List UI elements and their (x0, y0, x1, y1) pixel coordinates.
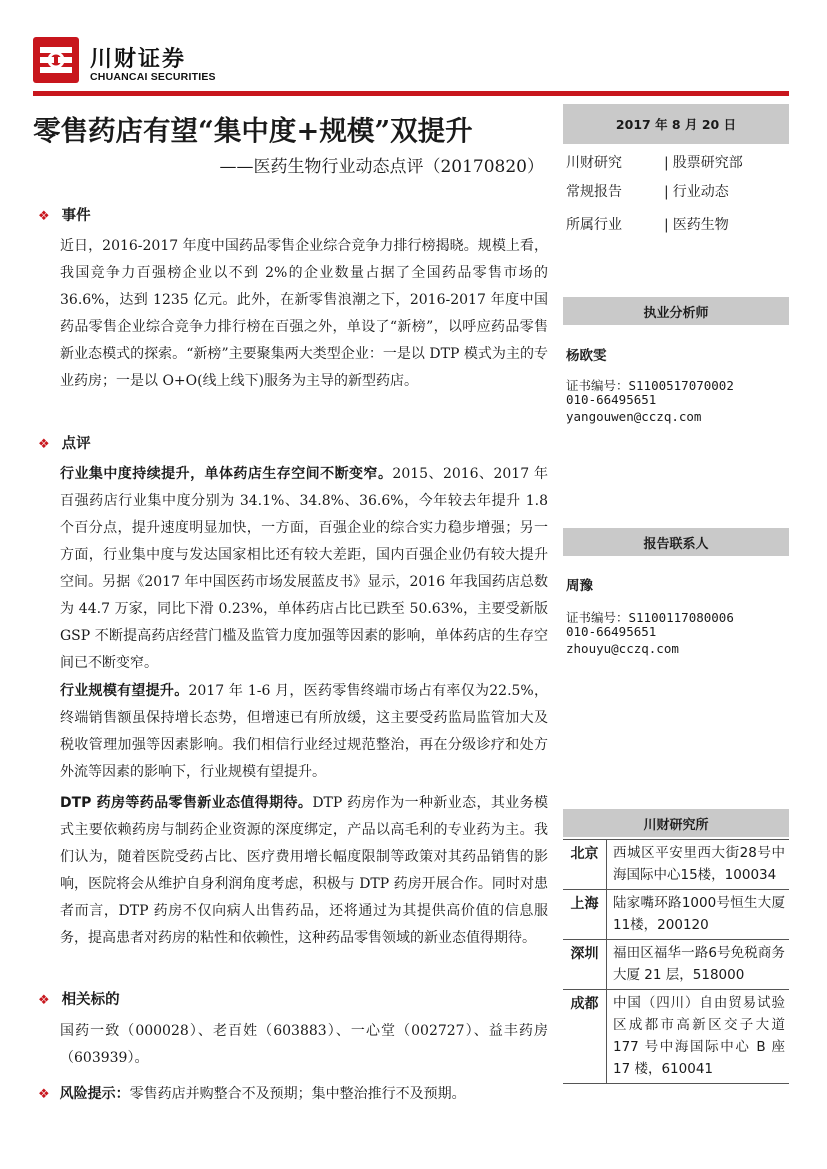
event-paragraph: 近日，2016-2017 年度中国药品零售企业综合竞争力排行榜揭晓。规模上看，我国竞争力百强榜企业以不到 2%的企业数量占据了全国药品零售市场的 36.6%，达到 1235 亿元。此外，在新零售浪潮之下，2016-2017 年度中国药品零售企业综合竞争力排行榜在百强之外，单设了“新榜”，以呼应药品零售新业态模式的探索。“新榜”主要聚集两大类型企业：一是以 DTP 模式为主的专业药房；一是以 O+O(线上线下)服务为主导的新型药店。 (60, 238, 548, 389)
diamond-bullet-icon: ❖ (38, 437, 50, 452)
brand-name-en: CHUANCAI SECURITIES (90, 71, 216, 83)
report-title: 零售药店有望“集中度+规模”双提升 (33, 115, 473, 147)
contact-cert: 证书编号：S1100117080006 (566, 610, 734, 625)
office-table (563, 839, 789, 1084)
sidebar (563, 104, 789, 1105)
risk-line (38, 1083, 466, 1103)
diamond-bullet-icon: ❖ (38, 1087, 50, 1102)
meta-row-industry: 所属行业 | 医药生物 (566, 214, 729, 234)
analyst-name: 杨欧雯 (566, 348, 607, 364)
contact-name: 周豫 (566, 578, 593, 594)
contact-email[interactable]: zhouyu@cczq.com (566, 641, 679, 656)
meta-value: 股票研究部 (672, 155, 743, 171)
comment-paragraph-2 (60, 678, 548, 786)
section-heading-related (38, 988, 120, 1009)
risk-label: 风险提示： (59, 1086, 130, 1102)
office-address: 中国（四川）自由贸易试验区成都市高新区交子大道 177 号中海国际中心 B 座 17 楼，610041 (613, 995, 785, 1077)
paragraph-body: DTP 药房作为一种新业态，其业务模式主要依赖药房与制药企业资源的深度绑定，产品以高毛利的专业药为主。我们认为，随着医院受药占比、医疗费用增长幅度限制等政策对其药品销售的影响，医院将会从维护自身利润角度考虑，积极与 DTP 药房开展合作。同时对患者而言，DTP 药房不仅向病人出售药品，还将通过为其提供高价值的信息服务，提高患者对药房的粘性和依赖性，这种药品零售领域的新业态值得期待。 (60, 795, 548, 946)
office-city: 上海 (563, 890, 607, 939)
comment-paragraph-3 (60, 790, 548, 952)
paragraph-body: 2017 年 1-6 月，医药零售终端市场占有率仅为22.5%，终端销售额虽保持增长态势，但增速已有所放缓，这主要受药监局监管加大及税收管理加强等因素影响。我们相信行业经过规范整治，再在分级诊疗和处方外流等因素的影响下，行业规模有望提升。 (60, 683, 548, 780)
office-city: 深圳 (563, 940, 607, 989)
section-heading-text: 相关标的 (61, 992, 120, 1008)
meta-value: 医药生物 (672, 217, 729, 233)
diamond-bullet-icon: ❖ (38, 993, 50, 1008)
office-address: 陆家嘴环路1000号恒生大厦11楼，200120 (613, 895, 785, 933)
section-heading-comment (38, 432, 91, 453)
office-address: 福田区福华一路6号免税商务大厦 21 层，518000 (613, 945, 785, 983)
risk-text: 零售药店并购整合不及预期；集中整治推行不及预期。 (129, 1086, 466, 1102)
meta-key: 川财研究 (566, 155, 622, 171)
office-address: 西城区平安里西大街28号中海国际中心15楼，100034 (613, 845, 785, 883)
institute-heading: 川财研究所 (563, 809, 789, 837)
paragraph-lead: 行业规模有望提升。 (60, 683, 189, 699)
paragraph-lead: 行业集中度持续提升，单体药店生存空间不断变窄。 (60, 466, 393, 482)
section-heading-event (38, 204, 91, 225)
paragraph-body: 2015、2016、2017 年百强药店行业集中度分别为 34.1%、34.8%、36.6%，今年较去年提升 1.8 个百分点，提升速度明显加快，一方面，百强企业的综合实力稳步增强；另一方面，行业集中度与发达国家相比还有较大差距，国内百强企业仍有较大提升空间。另据《2017 年中国医药市场发展蓝皮书》显示，2016 年我国药店总数为 44.7 万家，同比下滑 0.23%，单体药店占比已跌至 50.63%，主要受新版 GSP 不断提高药店经营门槛及监管力度加强等因素的影响，单体药店的生存空间已不断变窄。 (60, 466, 549, 671)
office-city: 北京 (563, 840, 607, 889)
analyst-cert: 证书编号：S1100517070002 (566, 378, 734, 393)
contact-phone: 010-66495651 (566, 624, 657, 639)
meta-key: 常规报告 (566, 184, 622, 200)
meta-key: 所属行业 (566, 217, 622, 233)
analyst-phone: 010-66495651 (566, 392, 657, 407)
comment-paragraph-1 (60, 461, 548, 677)
analyst-email[interactable]: yangouwen@cczq.com (566, 409, 702, 424)
header-divider (33, 91, 789, 96)
section-heading-text: 点评 (61, 436, 91, 452)
brand-name-cn: 川财证券 (90, 47, 187, 72)
office-row (563, 840, 789, 890)
meta-value: 行业动态 (672, 184, 729, 200)
meta-row-research: 川财研究 | 股票研究部 (566, 152, 743, 172)
office-city: 成都 (563, 990, 607, 1083)
related-paragraph: 国药一致（000028）、老百姓（603883）、一心堂（002727）、益丰药房（603939）。 (60, 1023, 548, 1066)
office-row (563, 940, 789, 990)
contact-heading: 报告联系人 (563, 528, 789, 556)
office-row (563, 990, 789, 1084)
paragraph-lead: DTP 药房等药品零售新业态值得期待。 (60, 795, 313, 811)
chuancai-logo-icon (33, 37, 79, 83)
office-row (563, 890, 789, 940)
diamond-bullet-icon: ❖ (38, 209, 50, 224)
report-subtitle: ——医药生物行业动态点评（20170820） (219, 157, 544, 177)
report-date: 2017 年 8 月 20 日 (563, 104, 789, 144)
section-heading-text: 事件 (61, 208, 91, 224)
analyst-heading: 执业分析师 (563, 297, 789, 325)
meta-row-report-type: 常规报告 | 行业动态 (566, 181, 729, 201)
